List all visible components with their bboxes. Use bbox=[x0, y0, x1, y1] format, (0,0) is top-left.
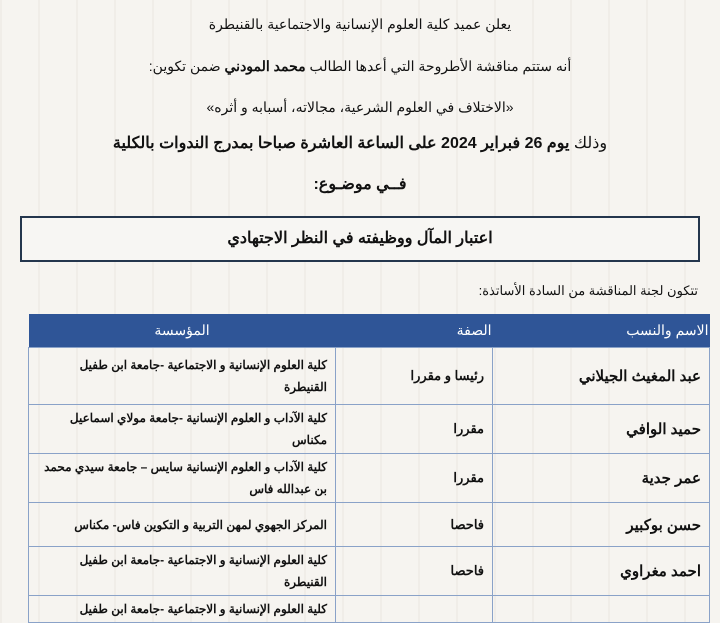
header-institution: المؤسسة bbox=[29, 314, 336, 348]
member-institution: كلية العلوم الإنسانية و الاجتماعية -جامعة ابن طفيل bbox=[29, 596, 336, 623]
member-name: احمد مغراوي bbox=[493, 547, 710, 596]
line2-post: ضمن تكوين: bbox=[148, 58, 225, 74]
announcement-line-2 bbox=[0, 58, 720, 75]
table-row bbox=[29, 503, 710, 547]
member-name: عمر جدية bbox=[493, 454, 710, 503]
member-name: حميد الوافي bbox=[493, 405, 710, 454]
announcement-line-1: يعلن عميد كلية العلوم الإنسانية والاجتماعية بالقنيطرة bbox=[208, 16, 512, 32]
topic-box: اعتبار المآل ووظيفته في النظر الاجتهادي bbox=[20, 216, 700, 262]
member-role: رئيسا و مقررا bbox=[336, 348, 493, 405]
topic-label: فــي موضـوع: bbox=[313, 176, 407, 193]
member-institution: كلية العلوم الإنسانية و الاجتماعية -جامعة ابن طفيل القنيطرة bbox=[29, 348, 336, 405]
committee-intro: تتكون لجنة المناقشة من السادة الأساتذة: bbox=[478, 283, 698, 298]
table-row bbox=[29, 454, 710, 503]
member-name: حسن بوكبير bbox=[493, 503, 710, 547]
member-institution: كلية العلوم الإنسانية و الاجتماعية -جامعة ابن طفيل القنيطرة bbox=[29, 547, 336, 596]
member-role: فاحصا bbox=[336, 547, 493, 596]
table-row bbox=[29, 547, 710, 596]
header-role: الصفة bbox=[336, 314, 493, 348]
member-institution: كلية الآداب و العلوم الإنسانية سايس – جامعة سيدي محمد بن عبدالله فاس bbox=[29, 454, 336, 503]
table-row bbox=[29, 348, 710, 405]
member-role: فاحصا bbox=[336, 503, 493, 547]
line4-pre: وذلك bbox=[569, 135, 608, 152]
header-name: الاسم والنسب bbox=[493, 314, 710, 348]
member-name: عبد المغيث الجيلاني bbox=[493, 348, 710, 405]
member-role: مقررا bbox=[336, 454, 493, 503]
member-institution: كلية الآداب و العلوم الإنسانية -جامعة مولاي اسماعيل مكناس bbox=[29, 405, 336, 454]
member-institution: المركز الجهوي لمهن التربية و التكوين فاس- مكناس bbox=[29, 503, 336, 547]
thesis-title: «الاختلاف في العلوم الشرعية، مجالاته، أسبابه و أثره» bbox=[206, 99, 514, 115]
date-line bbox=[0, 133, 720, 153]
date-details: يوم 26 فبراير 2024 على الساعة العاشرة صباحا بمدرج الندوات بالكلية bbox=[112, 135, 570, 152]
student-name: محمد المودني bbox=[224, 58, 306, 74]
committee-table bbox=[28, 314, 710, 623]
table-row bbox=[29, 405, 710, 454]
table-header bbox=[29, 314, 710, 348]
line2-pre: أنه ستتم مناقشة الأطروحة التي أعدها الطالب bbox=[305, 58, 572, 74]
member-role: مقررا bbox=[336, 405, 493, 454]
